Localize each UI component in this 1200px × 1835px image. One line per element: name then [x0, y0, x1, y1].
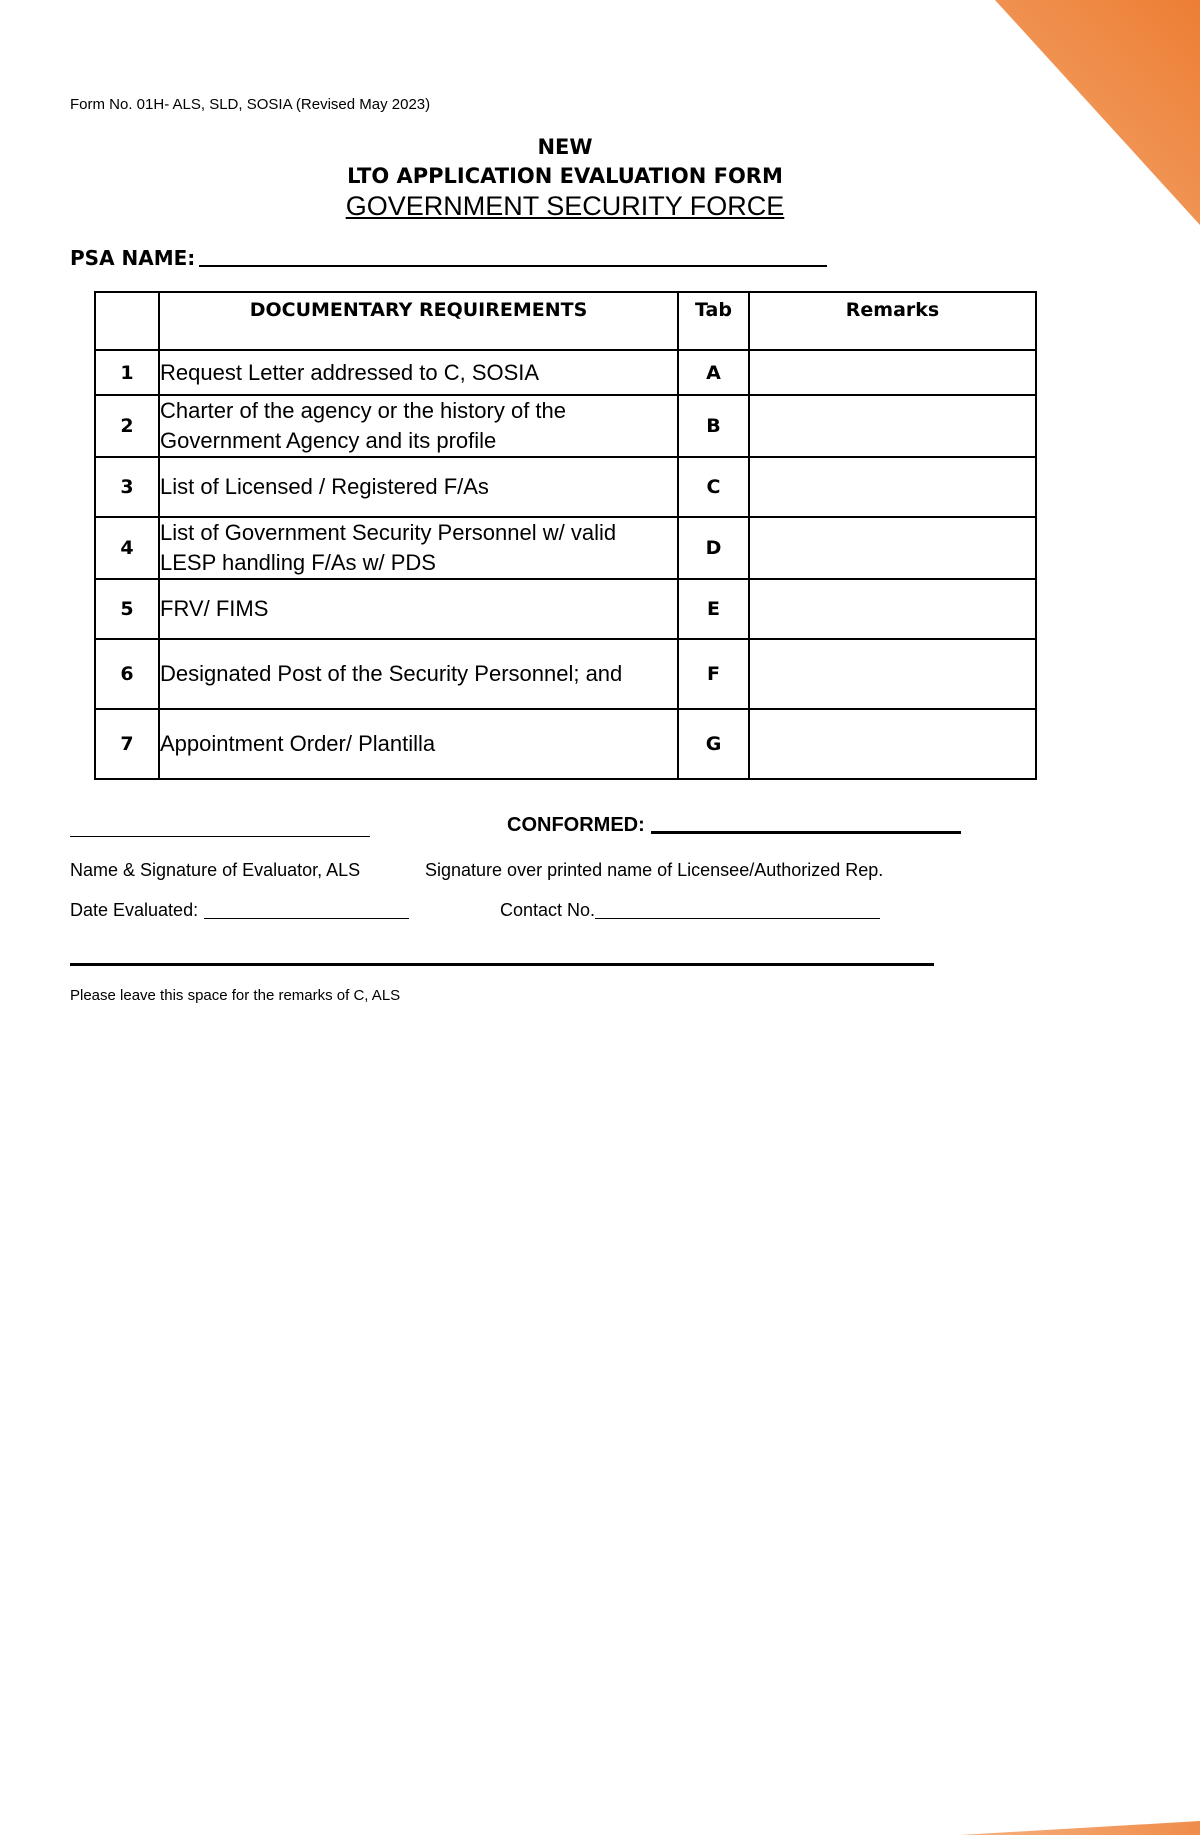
- header-no: [95, 292, 159, 350]
- psa-name-label: PSA NAME:: [70, 246, 196, 270]
- date-evaluated-field[interactable]: [204, 918, 409, 919]
- requirement-text: Request Letter addressed to C, SOSIA: [159, 350, 678, 395]
- remarks-divider-line: [70, 963, 934, 966]
- evaluator-signature-line[interactable]: [70, 812, 370, 837]
- title-new: NEW: [537, 135, 593, 159]
- date-evaluated-label: Date Evaluated:: [70, 900, 199, 920]
- table-row: [95, 457, 1036, 517]
- tab-letter: D: [678, 517, 749, 579]
- header-requirements: DOCUMENTARY REQUIREMENTS: [159, 292, 678, 350]
- remarks-cell[interactable]: [749, 457, 1036, 517]
- tab-letter: F: [678, 639, 749, 709]
- requirement-text: Designated Post of the Security Personnel; and: [159, 639, 678, 709]
- date-evaluated-row: [70, 900, 409, 921]
- evaluator-label: Name & Signature of Evaluator, ALS: [70, 860, 361, 880]
- remarks-cell[interactable]: [749, 709, 1036, 779]
- row-number: 7: [95, 709, 159, 779]
- table-row: [95, 709, 1036, 779]
- contact-label: Contact No.: [500, 900, 596, 920]
- requirement-text: Charter of the agency or the history of the Government Agency and its profile: [159, 395, 678, 457]
- conformed-label: CONFORMED:: [507, 814, 645, 836]
- table-row: [95, 639, 1036, 709]
- requirements-table: [94, 291, 1037, 780]
- requirement-text: Appointment Order/ Plantilla: [159, 709, 678, 779]
- row-number: 1: [95, 350, 159, 395]
- licensee-label: Signature over printed name of Licensee/Authorized Rep.: [425, 860, 884, 880]
- remarks-note: Please leave this space for the remarks of C, ALS: [70, 987, 401, 1004]
- requirement-text: List of Government Security Personnel w/ valid LESP handling F/As w/ PDS: [159, 517, 678, 579]
- table-row: [95, 395, 1036, 457]
- table-row: [95, 517, 1036, 579]
- table-header-row: [95, 292, 1036, 350]
- table-row: [95, 579, 1036, 639]
- tab-letter: C: [678, 457, 749, 517]
- header-remarks: Remarks: [749, 292, 1036, 350]
- remarks-cell[interactable]: [749, 395, 1036, 457]
- page-title: LTO APPLICATION EVALUATION FORM: [347, 164, 783, 188]
- remarks-cell[interactable]: [749, 579, 1036, 639]
- psa-name-row: [70, 246, 827, 270]
- form-number: Form No. 01H- ALS, SLD, SOSIA (Revised May 2023): [70, 96, 431, 113]
- row-number: 6: [95, 639, 159, 709]
- contact-row: [500, 900, 880, 921]
- remarks-cell[interactable]: [749, 639, 1036, 709]
- tab-letter: B: [678, 395, 749, 457]
- header-tab: Tab: [678, 292, 749, 350]
- row-number: 2: [95, 395, 159, 457]
- row-number: 4: [95, 517, 159, 579]
- conformed-signature-field[interactable]: [651, 831, 961, 834]
- requirement-text: FRV/ FIMS: [159, 579, 678, 639]
- row-number: 5: [95, 579, 159, 639]
- remarks-cell[interactable]: [749, 517, 1036, 579]
- table-row: [95, 350, 1036, 395]
- tab-letter: A: [678, 350, 749, 395]
- remarks-cell[interactable]: [749, 350, 1036, 395]
- tab-letter: G: [678, 709, 749, 779]
- decorative-corner-bottom: [960, 1821, 1200, 1835]
- psa-name-field[interactable]: [199, 265, 827, 267]
- contact-field[interactable]: [595, 918, 880, 919]
- conformed-row: [507, 814, 961, 837]
- tab-letter: E: [678, 579, 749, 639]
- row-number: 3: [95, 457, 159, 517]
- page-subtitle: GOVERNMENT SECURITY FORCE: [345, 191, 785, 221]
- requirement-text: List of Licensed / Registered F/As: [159, 457, 678, 517]
